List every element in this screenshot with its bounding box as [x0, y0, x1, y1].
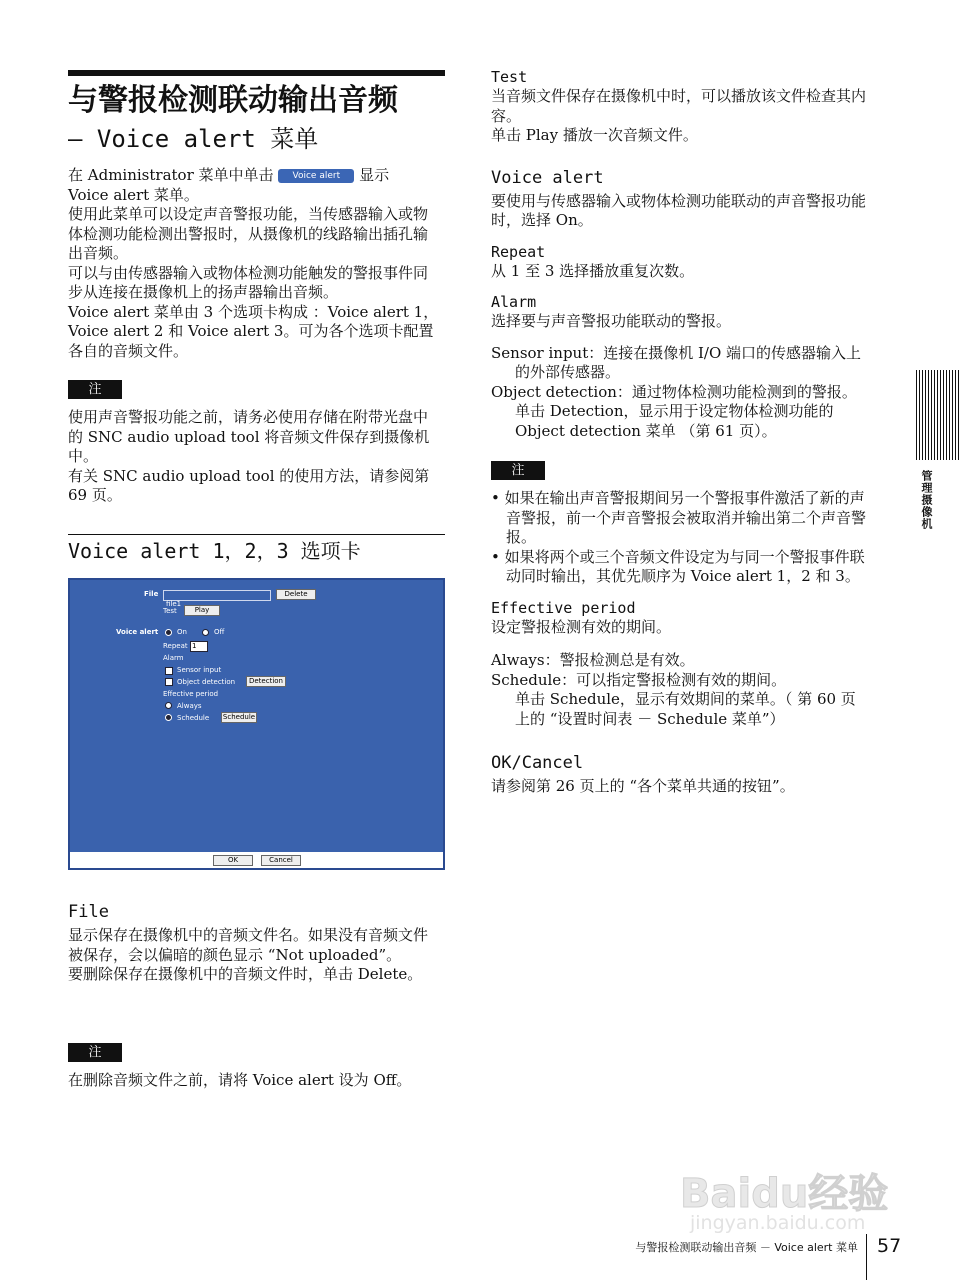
sensor-input-label: Sensor input [177, 666, 222, 674]
right-column [491, 68, 867, 797]
alarm-heading: Alarm [491, 293, 537, 311]
footer-text: 与警报检测联动输出音频 － Voice alert 菜单 [635, 1241, 858, 1254]
repeat-paragraph: 从 1 至 3 选择播放重复次数。 [491, 261, 695, 280]
test-heading: Test [491, 68, 528, 86]
voice-alert-paragraph: 要使用与传感器输入或物体检测功能联动的声音警报功能时，选择 On。 [491, 191, 867, 229]
intro-text-a: 在 Administrator 菜单中单击 [68, 166, 274, 184]
repeat-label: Repeat [163, 642, 188, 650]
effective-period-heading: Effective period [491, 598, 636, 617]
object-detection-checkbox[interactable] [165, 678, 173, 686]
file-label: File [144, 590, 159, 598]
effective-period-label: Effective period [163, 690, 219, 698]
section-rule [68, 534, 445, 535]
off-radio[interactable] [202, 629, 209, 636]
repeat-heading: Repeat [491, 242, 546, 261]
effective-period-paragraph: 设定警报检测有效的期间。 [491, 617, 672, 636]
side-tab-stripes [916, 370, 959, 460]
alarm-label: Alarm [163, 654, 184, 662]
object-detection-paragraph: Object detection：通过物体检测功能检测到的警报。 [491, 382, 857, 401]
page-title: 与警报检测联动输出音频 [68, 83, 398, 118]
off-label: Off [214, 628, 225, 636]
note-label-3: 注 [491, 461, 545, 480]
section-title: Voice alert 1，2，3 选项卡 [68, 539, 361, 563]
object-detection-label: Object detection [177, 678, 236, 686]
test-label: Test [163, 607, 177, 615]
sensor-input-checkbox[interactable] [165, 667, 173, 675]
on-radio[interactable] [165, 629, 172, 636]
file-description [68, 926, 442, 985]
cancel-button[interactable]: Cancel [261, 855, 301, 866]
note-label: 注 [68, 380, 122, 399]
detection-button[interactable]: Detection [246, 676, 286, 687]
delete-button[interactable]: Delete [276, 589, 316, 600]
button-bar [70, 852, 443, 868]
note-bullet-2: • 如果将两个或三个音频文件设定为与同一个警报事件联动同时输出，其优先顺序为 Voice alert 1，2 和 3。 [491, 547, 865, 585]
always-label: Always [177, 702, 202, 710]
ok-button[interactable]: OK [213, 855, 253, 866]
voice-alert-label: Voice alert [116, 628, 159, 636]
note-1 [68, 408, 442, 506]
note-label-2: 注 [68, 1043, 122, 1062]
page-subtitle: — Voice alert 菜单 [68, 125, 319, 153]
schedule-paragraph: Schedule：可以指定警报检测有效的期间。 [491, 670, 787, 689]
voice-alert-heading: Voice alert [491, 167, 604, 188]
page-number: 57 [877, 1235, 902, 1257]
on-label: On [177, 628, 187, 636]
schedule-button[interactable]: Schedule [222, 713, 256, 721]
voice-alert-screenshot [68, 578, 445, 870]
watermark-url: jingyan.baidu.com [690, 1212, 866, 1234]
always-radio[interactable] [165, 702, 172, 709]
test-paragraph-1: 当音频文件保存在摄像机中时，可以播放该文件检查其内容。 [491, 87, 867, 125]
play-button[interactable]: Play [184, 605, 220, 616]
watermark-logo: Baidu经验 [680, 1171, 889, 1217]
intro-text [68, 166, 442, 361]
schedule-label: Schedule [177, 714, 210, 722]
file-paragraph-1: 显示保存在摄像机中的音频文件名。如果没有音频文件被保存，会以偏暗的颜色显示 “Not uploaded”。 [68, 926, 429, 964]
object-detection-paragraph-2: 单击 Detection，显示用于设定物体检测功能的 Object detection 菜单 （第 61 页）。 [515, 402, 834, 440]
intro-paragraph-3: 可以与由传感器输入或物体检测功能触发的警报事件同步从连接在摄像机上的扬声器输出音频。 [68, 263, 429, 301]
ok-cancel-paragraph: 请参阅第 26 页上的 “各个菜单共通的按钮”。 [491, 777, 795, 795]
intro-text-c: Voice alert 菜单。 [68, 185, 199, 204]
intro-paragraph-2: 使用此菜单可以设定声音警报功能，当传感器输入或物体检测功能检测出警报时，从摄像机的线路输出插孔输出音频。 [68, 205, 429, 262]
note-2 [68, 1071, 442, 1091]
schedule-radio[interactable] [165, 714, 172, 721]
test-paragraph-2: 单击 Play 播放一次音频文件。 [491, 126, 698, 144]
repeat-select[interactable]: 1 [190, 641, 208, 652]
intro-paragraph-4: Voice alert 菜单由 3 个选项卡构成 ：Voice alert 1，Voice alert 2 和 Voice alert 3。可为各个选项卡配置各自的音频文件。 [68, 302, 439, 360]
file-name-field[interactable]: file1 [163, 590, 271, 601]
intro-text-b: 显示 [359, 166, 390, 184]
sensor-input-paragraph: Sensor input：连接在摄像机 I/O 端口的传感器输入上的外部传感器。 [491, 343, 862, 381]
always-paragraph: Always：警报检测总是有效。 [491, 651, 695, 669]
alarm-paragraph: 选择要与声音警报功能联动的警报。 [491, 312, 732, 330]
note-1-paragraph-2: 有关 SNC audio upload tool 的使用方法，请参阅第 69 页。 [68, 466, 430, 504]
file-heading: File [68, 902, 109, 922]
ok-cancel-heading: OK/Cancel [491, 753, 584, 773]
note-bullet-1: • 如果在输出声音警报期间另一个警报事件激活了新的声音警报，前一个声音警报会被取消并输出第二个声音警报。 [491, 489, 867, 546]
note-2-paragraph-1: 在删除音频文件之前，请将 Voice alert 设为 Off。 [68, 1071, 412, 1089]
footer-divider [866, 1234, 867, 1280]
note-1-paragraph-1: 使用声音警报功能之前，请务必使用存储在附带光盘中的 SNC audio upload tool 将音频文件保存到摄像机中。 [68, 408, 430, 465]
schedule-paragraph-2: 单击 Schedule，显示有效期间的菜单。（ 第 60 页上的 “设置时间表 － Schedule 菜单”） [515, 690, 856, 728]
voice-alert-menu-button: Voice alert [278, 169, 354, 183]
title-rule [68, 70, 445, 76]
side-tab-label: 管理摄像机 [920, 470, 933, 530]
file-paragraph-2: 要删除保存在摄像机中的音频文件时，单击 Delete。 [68, 965, 423, 983]
